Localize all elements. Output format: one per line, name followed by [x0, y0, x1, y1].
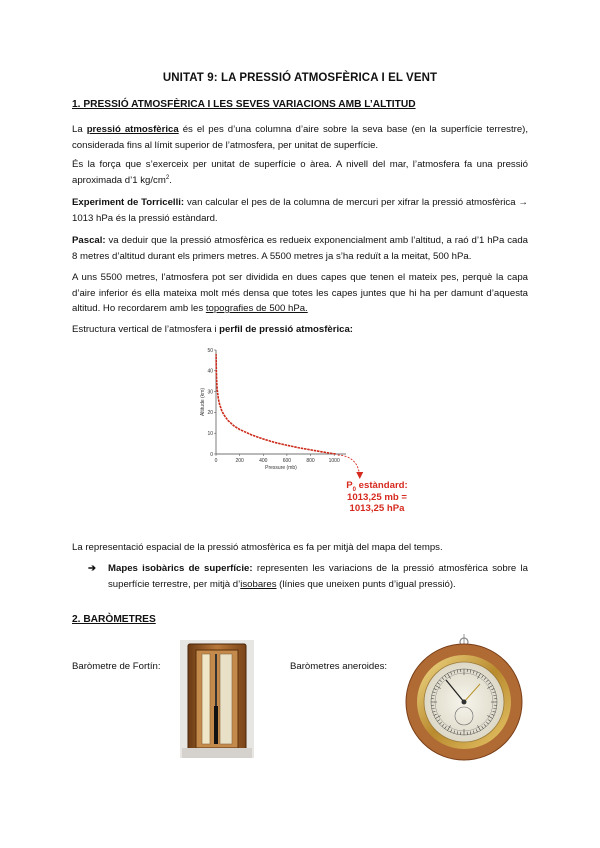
paragraph-5500m: A uns 5500 metres, l’atmosfera pot ser dividida en dues capes que tenen el mateix pes, perquè la capa d’aire inferior és ella mateixa molt més densa que totes les capes juntes que hi ha per damunt d’aquesta altitud. Ho recordarem amb les topografies de 500 hPa.	[72, 272, 528, 314]
paragraph-pascal: Pascal: va deduir que la pressió atmosfèrica es redueix exponencialment amb l’altitud, a raó d’1 hPa cada 8 metres d’altitud durant els primers metres. A 5500 metres ja s’ha reduït a la meitat, 500 hPa.	[72, 235, 528, 262]
y-tick-label: 0	[210, 451, 213, 458]
section-1-heading: 1. PRESSIÓ ATMOSFÈRICA I LES SEVES VARIACIONS AMB L’ALTITUD	[72, 99, 416, 110]
y-tick-label: 10	[207, 431, 213, 437]
paragraph-force: És la força que s’exerceix per unitat de superfície o àrea. A nivell del mar, l’atmosfera fa una pressió aproximada d’1 $kg/cm^2$.	[72, 159, 528, 186]
standard-pressure-annotation: $P_0$ estàndard: 1013,25 mb = 1013,25 hPa	[346, 480, 408, 514]
y-tick-label: 50	[207, 347, 213, 354]
fortin-barometer-image	[180, 640, 254, 758]
paragraph-weather-map: La representació espacial de la pressió atmosfèrica es fa per mitjà del mapa del temps.	[72, 542, 443, 553]
aneroid-label: Baròmetres aneroides:	[290, 661, 388, 672]
annotation-arrow-head-icon	[356, 472, 363, 479]
aneroid-barometer-image	[402, 634, 526, 762]
y-tick-label: 20	[207, 410, 213, 417]
paragraph-definition: La pressió atmosfèrica és el pes d’una columna d’aire sobre la seva base (en la superfície terrestre), considerada fins al límit superior de l’atmosfera, per unitat de superfície.	[72, 124, 529, 151]
y-tick-label: 30	[207, 389, 213, 396]
arrow-bullet-icon: ➔	[88, 563, 97, 574]
page-title: UNITAT 9: LA PRESSIÓ ATMOSFÈRICA I EL VENT	[162, 72, 438, 84]
y-tick-label: 40	[207, 368, 213, 375]
section-2-heading: 2. BARÒMETRES	[72, 614, 156, 625]
fortin-label: Baròmetre de Fortín:	[72, 661, 161, 672]
paragraph-torricelli: Experiment de Torricelli: van calcular el pes de la columna de mercuri per xifrar la pressió atmosfèrica → 1013 hPa és la pressió estàndard.	[72, 197, 528, 224]
x-axis-label: Pressure (mb)	[265, 465, 297, 471]
x-tick-label: 200	[235, 458, 244, 464]
x-tick-label: 800	[306, 458, 315, 464]
x-tick-label: 600	[282, 458, 292, 464]
annotation-arrow-line	[338, 455, 360, 476]
link-topografies[interactable]: topografies de 500 hPa.	[205, 303, 308, 314]
term-pressio-atmosferica: pressió atmosfèrica	[86, 124, 179, 135]
y-axis-label: Altitude (km)	[200, 387, 206, 417]
pressure-curve-line	[216, 354, 336, 454]
paragraph-structure: Estructura vertical de l’atmosfera i perfil de pressió atmosfèrica:	[72, 324, 353, 335]
bullet-isobaric-maps: ➔ Mapes isobàrics de superfície: representen les variacions de la pressió atmosfèrica sobre la superfície terrestre, per mitjà d’isobares (línies que uneixen punts d’igual pressió).	[88, 563, 528, 590]
x-tick-label: 0	[214, 458, 218, 464]
x-tick-label: 1000	[328, 458, 340, 464]
link-isobares[interactable]: isobares	[240, 578, 277, 590]
x-tick-label: 400	[259, 458, 268, 464]
